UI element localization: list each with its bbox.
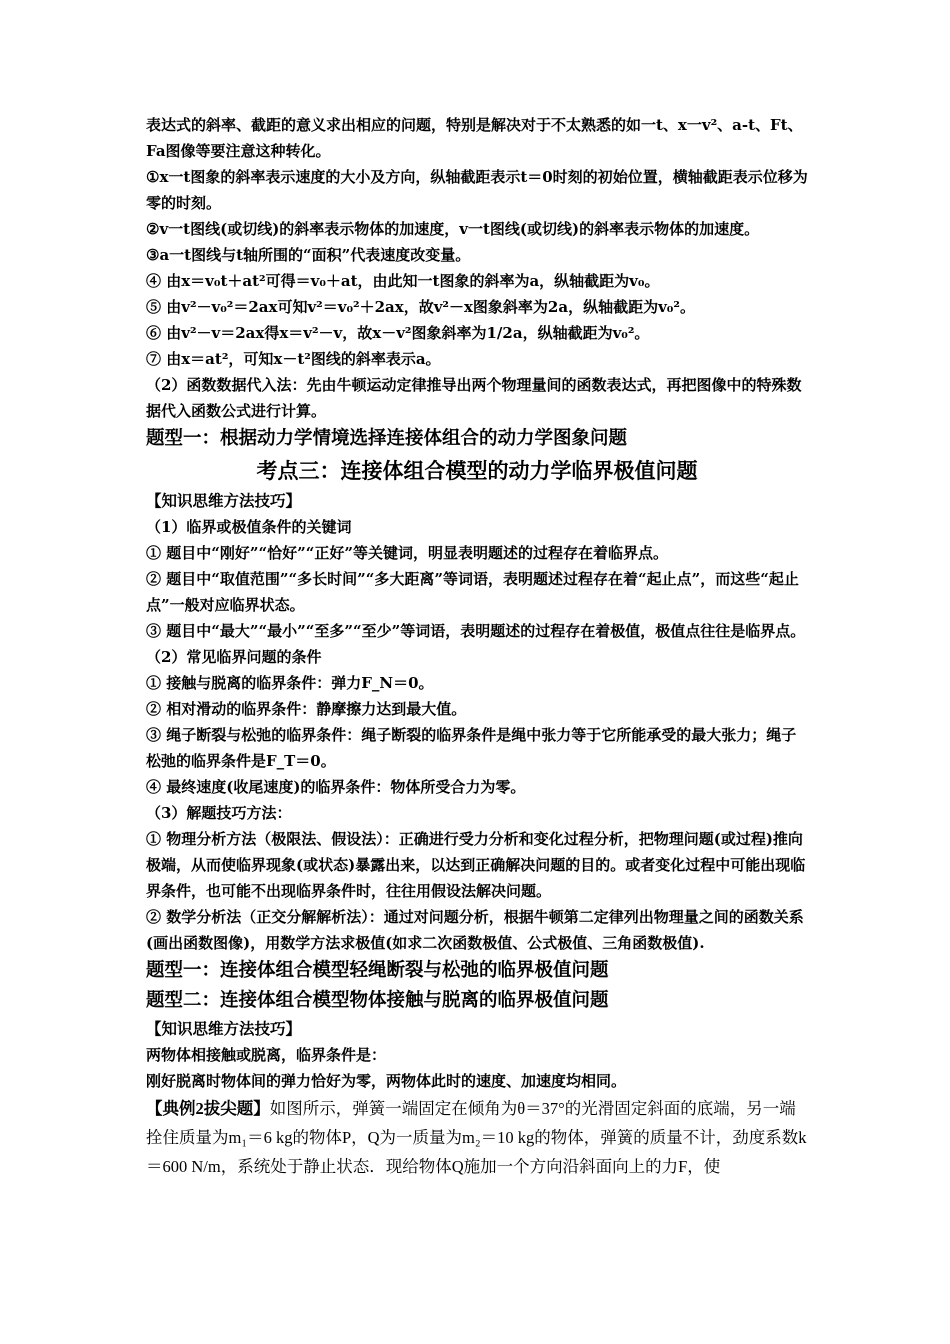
paragraph: ② 题目中“取值范围”“多长时间”“多大距离”等词语，表明题述过程存在着“起止点”，而这些“起止点”一般对应临界状态。 xyxy=(146,570,799,614)
paragraph: ④ 最终速度(收尾速度)的临界条件：物体所受合力为零。 xyxy=(146,778,526,796)
heading-type1: 题型一：根据动力学情境选择连接体组合的动力学图象问题 xyxy=(146,428,628,449)
paragraph: 刚好脱离时物体间的弹力恰好为零，两物体此时的速度、加速度均相同。 xyxy=(146,1072,627,1090)
example-label: 【典例2拔尖题】 xyxy=(146,1099,270,1118)
paragraph: （1）临界或极值条件的关键词 xyxy=(146,518,352,536)
heading-t1: 题型一：连接体组合模型轻绳断裂与松弛的临界极值问题 xyxy=(146,960,609,981)
paragraph: ⑦ 由x＝at²，可知x－t²图线的斜率表示a。 xyxy=(146,350,441,368)
paragraph: ⑤ 由v²－v₀²＝2ax可知v²＝v₀²＋2ax，故v²－x图象斜率为2a，纵轴截距为v₀²。 xyxy=(146,298,695,316)
paragraph: ① 接触与脱离的临界条件：弹力F_N＝0。 xyxy=(146,674,434,692)
paragraph: ③ 绳子断裂与松弛的临界条件：绳子断裂的临界条件是绳中张力等于它所能承受的最大张力；绳子松弛的临界条件是F_T＝0。 xyxy=(146,726,797,770)
paragraph: ① 题目中“刚好”“恰好”“正好”等关键词，明显表明题述的过程存在着临界点。 xyxy=(146,544,668,562)
paragraph: （3）解题技巧方法： xyxy=(146,804,292,822)
heading-kaodian: 考点三：连接体组合模型的动力学临界极值问题 xyxy=(256,459,698,483)
paragraph: ④ 由x＝v₀t＋at²可得＝v₀＋at，由此知一t图象的斜率为a，纵轴截距为v₀。 xyxy=(146,272,660,290)
paragraph: （2）常见临界问题的条件 xyxy=(146,648,322,666)
paragraph: 两物体相接触或脱离，临界条件是： xyxy=(146,1046,387,1064)
heading-t2: 题型二：连接体组合模型物体接触与脱离的临界极值问题 xyxy=(146,990,609,1011)
paragraph: （2）函数数据代入法：先由牛顿运动定律推导出两个物理量间的函数表达式，再把图像中的特殊数据代入函数公式进行计算。 xyxy=(146,376,802,420)
paragraph: ③a一t图线与t轴所围的“面积”代表速度改变量。 xyxy=(146,246,471,264)
example-text: 如图所示，弹簧一端固定在倾角为θ＝37°的光滑固定斜面的底端，另一端拴住质量为m₁＝6 kg的物体P，Q为一质量为m₂＝10 kg的物体，弹簧的质量不计，劲度系数k＝600 N/m，系统处于静止状态．现给物体Q施加一个方向沿斜面向上的力F，使 xyxy=(146,1099,807,1176)
paragraph: ② 数学分析法（正交分解解析法）：通过对问题分析，根据牛顿第二定律列出物理量之间的函数关系(画出函数图像)，用数学方法求极值(如求二次函数极值、公式极值、三角函数极值). xyxy=(146,908,804,952)
paragraph: ②v一t图线(或切线)的斜率表示物体的加速度，v一t图线(或切线)的斜率表示物体的加速度。 xyxy=(146,220,760,238)
paragraph: ② 相对滑动的临界条件：静摩擦力达到最大值。 xyxy=(146,700,467,718)
paragraph: ①x一t图象的斜率表示速度的大小及方向，纵轴截距表示t＝0时刻的初始位置，横轴截距表示位移为零的时刻。 xyxy=(146,168,808,212)
example-paragraph xyxy=(146,1094,808,1181)
paragraph: 表达式的斜率、截距的意义求出相应的问题，特别是解决对于不太熟悉的如一t、x一v²、a-t、Ft、Fa图像等要注意这种转化。 xyxy=(146,116,803,160)
paragraph: ③ 题目中“最大”“最小”“至多”“至少”等词语，表明题述的过程存在着极值，极值点往往是临界点。 xyxy=(146,622,806,640)
paragraph: ⑥ 由v²－v＝2ax得x＝v²－v，故x－v²图象斜率为1/2a，纵轴截距为v₀²。 xyxy=(146,324,650,342)
document-page xyxy=(146,112,808,1181)
knowledge-title-2: 【知识思维方法技巧】 xyxy=(146,1019,302,1038)
paragraph: ① 物理分析方法（极限法、假设法）：正确进行受力分析和变化过程分析，把物理问题(或过程)推向极端，从而使临界现象(或状态)暴露出来，以达到正确解决问题的目的。或者变化过程中可能出现临界条件，也可能不出现临界条件时，往往用假设法解决问题。 xyxy=(146,830,806,900)
knowledge-title: 【知识思维方法技巧】 xyxy=(146,491,302,510)
